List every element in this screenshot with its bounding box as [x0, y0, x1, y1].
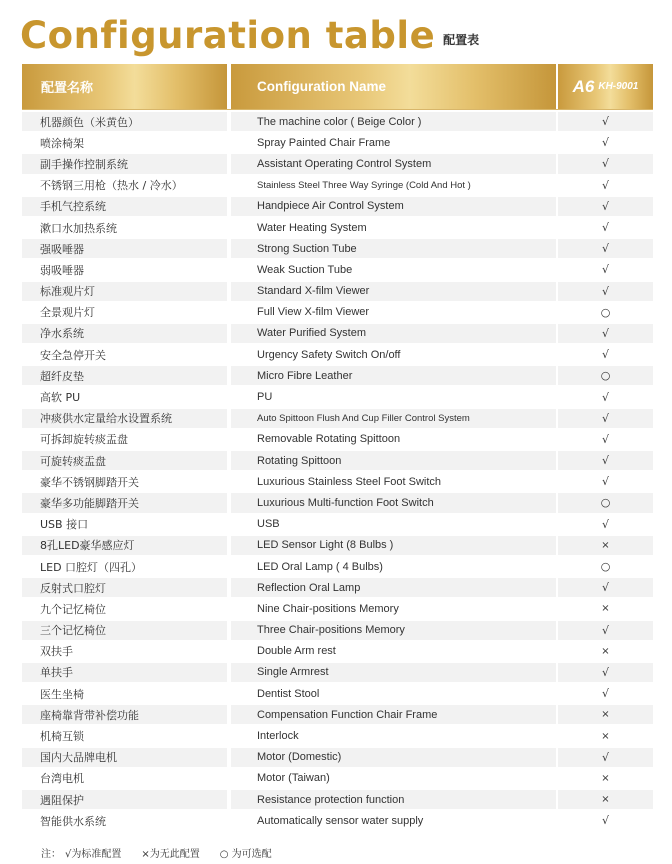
cell-configuration-name: Double Arm rest — [257, 645, 336, 658]
table-row — [22, 662, 653, 683]
header-model-code: KH-9001 — [598, 81, 639, 92]
table-row — [22, 365, 653, 386]
table-row — [22, 111, 653, 132]
cell-chinese-name: 双扶手 — [40, 645, 73, 659]
cell-availability-mark: × — [601, 730, 610, 742]
table-row — [22, 302, 653, 323]
cell-chinese-name: 弱吸唾器 — [40, 263, 84, 277]
cell-configuration-name: Single Armrest — [231, 663, 556, 682]
cell-configuration-name: Water Purified System — [231, 324, 556, 343]
table-row — [22, 217, 653, 238]
cell-availability-mark: × — [558, 790, 653, 809]
table-row — [22, 683, 653, 704]
cell-availability-mark: √ — [601, 432, 609, 446]
header-divider — [22, 109, 653, 110]
cell-availability-mark: √ — [601, 687, 609, 701]
cell-chinese-name: 反射式口腔灯 — [22, 578, 227, 597]
note-prefix: 注： — [41, 849, 61, 860]
cell-availability-mark: × — [601, 603, 610, 615]
table-row — [22, 789, 653, 810]
cell-availability-mark: √ — [558, 324, 653, 343]
cell-configuration-name: Auto Spittoon Flush And Cup Filler Control System — [231, 409, 556, 428]
cell-availability-mark: √ — [558, 282, 653, 301]
cell-configuration-name: LED Oral Lamp ( 4 Bulbs) — [257, 560, 383, 573]
cell-availability-mark: ○ — [600, 305, 611, 319]
cell-chinese-name: 医生坐椅 — [40, 687, 84, 701]
table-row — [22, 810, 653, 831]
table-row — [22, 153, 653, 174]
cell-chinese-name: 安全急停开关 — [40, 348, 106, 362]
cell-availability-mark: √ — [558, 409, 653, 428]
cell-chinese-name: 豪华多功能脚踏开关 — [22, 493, 227, 512]
cell-configuration-name: Motor (Domestic) — [231, 748, 556, 767]
cell-availability-mark: √ — [601, 136, 609, 150]
cell-availability-mark: √ — [558, 663, 653, 682]
table-row — [22, 281, 653, 302]
table-row — [22, 175, 653, 196]
cell-configuration-name: Motor (Taiwan) — [257, 772, 330, 785]
cell-configuration-name: Water Heating System — [257, 221, 367, 234]
cell-configuration-name: Compensation Function Chair Frame — [231, 705, 556, 724]
table-row — [22, 450, 653, 471]
table-row — [22, 238, 653, 259]
cell-chinese-name: 遇阻保护 — [22, 790, 227, 809]
note-none: ×为无此配置 — [141, 849, 200, 860]
cell-chinese-name: 智能供水系统 — [40, 814, 106, 828]
page-title: Configuration table — [20, 14, 436, 57]
cell-chinese-name: 座椅靠背带补偿功能 — [22, 705, 227, 724]
table-row — [22, 598, 653, 619]
cell-availability-mark: √ — [558, 112, 653, 131]
cell-availability-mark: √ — [601, 348, 609, 362]
cell-chinese-name: 手机气控系统 — [22, 197, 227, 216]
table-row — [22, 471, 653, 492]
table-row — [22, 408, 653, 429]
cell-availability-mark: √ — [601, 475, 609, 489]
cell-configuration-name: Full View X-film Viewer — [257, 306, 370, 319]
cell-chinese-name: 机器颜色（米黄色） — [22, 112, 227, 131]
cell-chinese-name: LED 口腔灯（四孔） — [40, 560, 143, 574]
cell-configuration-name: Standard X-film Viewer — [231, 282, 556, 301]
cell-configuration-name: Nine Chair-positions Memory — [257, 602, 399, 615]
cell-chinese-name: 全景观片灯 — [40, 306, 95, 320]
cell-chinese-name: 副手操作控制系统 — [22, 154, 227, 173]
cell-configuration-name: Interlock — [257, 730, 299, 743]
cell-configuration-name: Removable Rotating Spittoon — [257, 433, 401, 446]
cell-configuration-name: Urgency Safety Switch On/off — [257, 348, 401, 361]
cell-chinese-name: 机椅互锁 — [40, 730, 84, 744]
table-row — [22, 620, 653, 641]
cell-availability-mark: × — [601, 772, 610, 784]
cell-availability-mark: ○ — [558, 366, 653, 385]
cell-availability-mark: × — [558, 536, 653, 555]
cell-configuration-name: Spray Painted Chair Frame — [257, 136, 391, 149]
table-row — [22, 725, 653, 746]
cell-configuration-name: Luxurious Multi-function Foot Switch — [231, 493, 556, 512]
cell-chinese-name: 8孔LED豪华感应灯 — [22, 536, 227, 555]
cell-configuration-name: PU — [257, 391, 273, 404]
table-row — [22, 323, 653, 344]
cell-availability-mark: ○ — [600, 560, 611, 574]
cell-chinese-name: 漱口水加热系统 — [40, 221, 117, 235]
cell-chinese-name: 三个记忆椅位 — [22, 621, 227, 640]
cell-availability-mark: √ — [601, 390, 609, 404]
cell-availability-mark: √ — [601, 178, 609, 192]
cell-chinese-name: 单扶手 — [22, 663, 227, 682]
cell-configuration-name: Rotating Spittoon — [231, 451, 556, 470]
cell-configuration-name: Luxurious Stainless Steel Foot Switch — [257, 475, 442, 488]
cell-configuration-name: USB — [257, 518, 280, 531]
cell-availability-mark: √ — [558, 621, 653, 640]
cell-configuration-name: Three Chair-positions Memory — [231, 621, 556, 640]
table-row — [22, 344, 653, 365]
table-body — [22, 111, 653, 831]
cell-configuration-name: LED Sensor Light (8 Bulbs ) — [231, 536, 556, 555]
note-standard: √为标准配置 — [65, 849, 122, 860]
cell-chinese-name: 不锈钢三用枪（热水 / 冷水） — [40, 179, 183, 193]
cell-configuration-name: The machine color ( Beige Color ) — [231, 112, 556, 131]
cell-availability-mark: √ — [558, 239, 653, 258]
table-row — [22, 641, 653, 662]
cell-chinese-name: 超纤皮垫 — [22, 366, 227, 385]
cell-chinese-name: USB 接口 — [40, 518, 89, 532]
cell-availability-mark: √ — [558, 748, 653, 767]
cell-configuration-name: Reflection Oral Lamp — [231, 578, 556, 597]
configuration-table — [22, 64, 653, 831]
table-header — [22, 64, 653, 111]
cell-chinese-name: 豪华不锈钢脚踏开关 — [40, 475, 139, 489]
table-row — [22, 259, 653, 280]
cell-chinese-name: 强吸唾器 — [22, 239, 227, 258]
table-row — [22, 768, 653, 789]
cell-configuration-name: Assistant Operating Control System — [231, 154, 556, 173]
table-row — [22, 196, 653, 217]
page-title-group — [20, 10, 479, 58]
cell-chinese-name: 国内大品牌电机 — [22, 748, 227, 767]
cell-configuration-name: Weak Suction Tube — [257, 263, 353, 276]
cell-availability-mark: × — [601, 645, 610, 657]
cell-availability-mark: √ — [558, 197, 653, 216]
table-row — [22, 429, 653, 450]
cell-chinese-name: 高软 PU — [40, 391, 81, 405]
table-row — [22, 577, 653, 598]
header-configuration-name: Configuration Name — [231, 64, 556, 109]
header-model — [558, 64, 653, 109]
cell-availability-mark: √ — [558, 578, 653, 597]
cell-chinese-name: 可拆卸旋转痰盂盘 — [40, 433, 128, 447]
cell-availability-mark: √ — [601, 814, 609, 828]
table-row — [22, 514, 653, 535]
cell-configuration-name: Dentist Stool — [257, 687, 320, 700]
cell-chinese-name: 台湾电机 — [40, 772, 84, 786]
cell-availability-mark: × — [558, 705, 653, 724]
table-row — [22, 747, 653, 768]
cell-chinese-name: 可旋转痰盂盘 — [22, 451, 227, 470]
cell-availability-mark: √ — [558, 154, 653, 173]
header-model-name: A6 — [572, 76, 595, 96]
cell-availability-mark: ○ — [558, 493, 653, 512]
table-row — [22, 386, 653, 407]
cell-configuration-name: Micro Fibre Leather — [231, 366, 556, 385]
cell-availability-mark: √ — [558, 451, 653, 470]
cell-chinese-name: 标准观片灯 — [22, 282, 227, 301]
cell-configuration-name: Handpiece Air Control System — [231, 197, 556, 216]
header-chinese-name: 配置名称 — [22, 64, 227, 109]
cell-chinese-name: 喷涂椅架 — [40, 136, 84, 150]
table-row — [22, 492, 653, 513]
table-row — [22, 132, 653, 153]
cell-configuration-name: Stainless Steel Three Way Syringe (Cold And Hot ) — [257, 179, 471, 191]
note-optional: ○ 为可选配 — [219, 849, 272, 860]
cell-availability-mark: √ — [601, 221, 609, 235]
table-row — [22, 704, 653, 725]
cell-chinese-name: 冲痰供水定量给水设置系统 — [22, 409, 227, 428]
cell-configuration-name: Resistance protection function — [231, 790, 556, 809]
cell-availability-mark: √ — [601, 263, 609, 277]
page-subtitle: 配置表 — [443, 33, 480, 47]
cell-chinese-name: 净水系统 — [22, 324, 227, 343]
cell-availability-mark: √ — [601, 517, 609, 531]
table-row — [22, 535, 653, 556]
cell-chinese-name: 九个记忆椅位 — [40, 602, 106, 616]
cell-configuration-name: Strong Suction Tube — [231, 239, 556, 258]
cell-configuration-name: Automatically sensor water supply — [257, 814, 424, 827]
legend-note — [41, 845, 292, 860]
table-row — [22, 556, 653, 577]
